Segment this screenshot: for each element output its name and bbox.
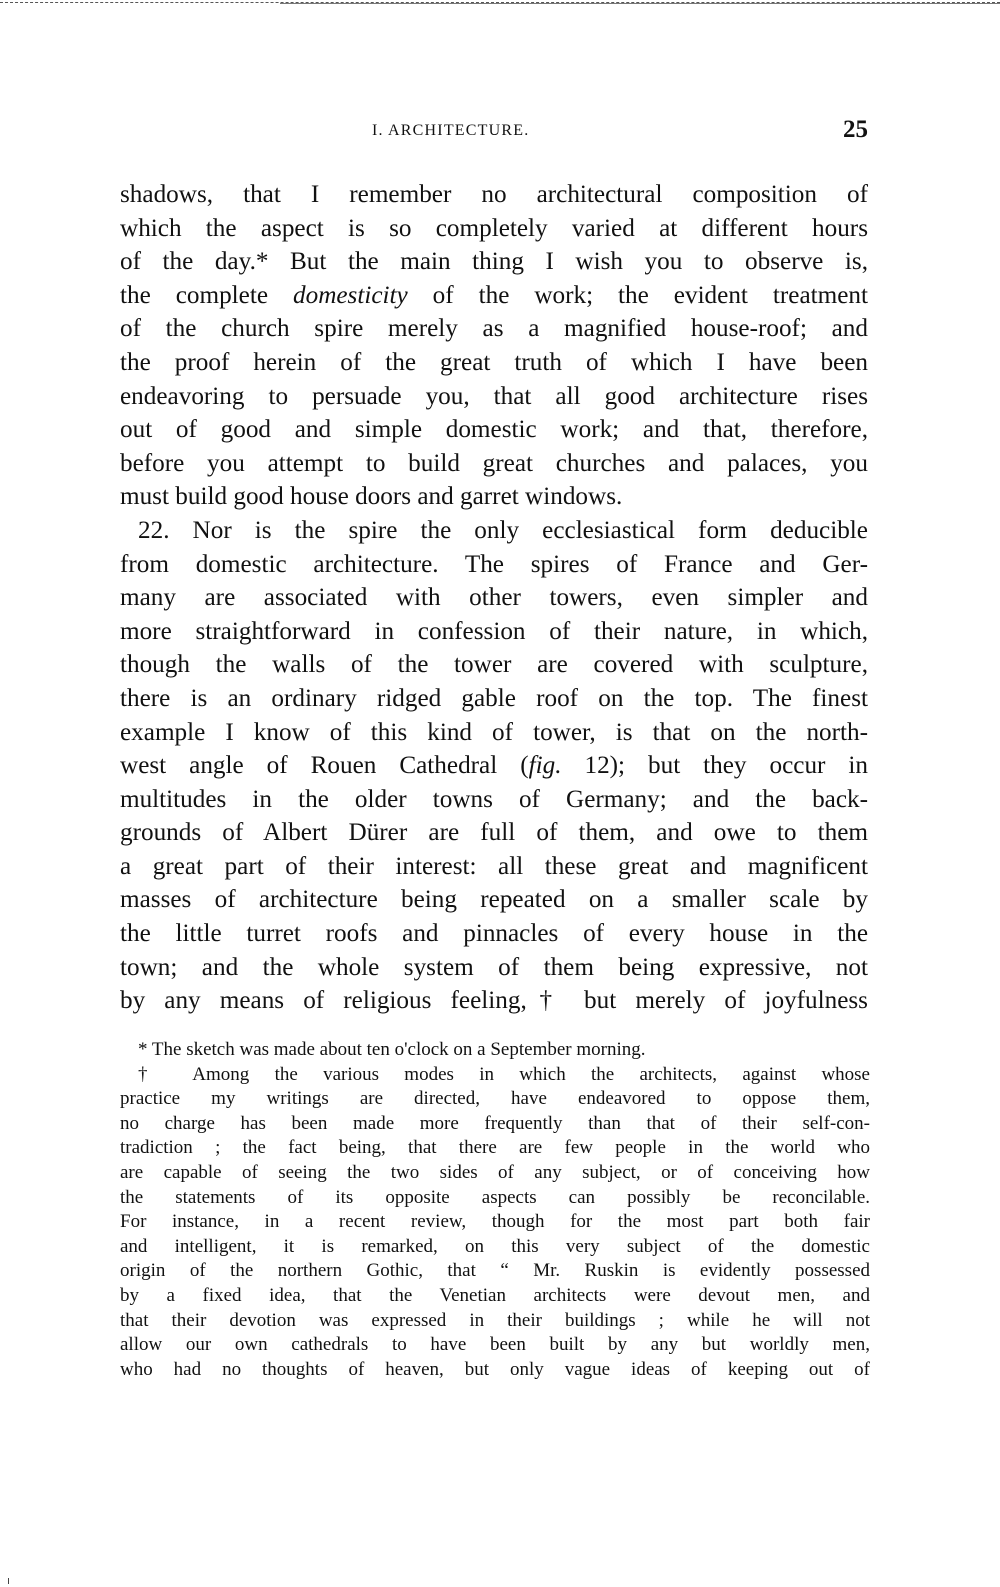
text-run: of the work; the evident treatment xyxy=(407,281,868,309)
footnote-dagger-line: allow our own cathedrals to have been built by any but worldly men, xyxy=(120,1334,870,1356)
body-line: grounds of Albert Dürer are full of them, and owe to them xyxy=(120,819,868,847)
footnote-dagger-line: who had no thoughts of heaven, but only vague ideas of keeping out of xyxy=(120,1358,870,1380)
footnote-dagger-line: † Among the various modes in which the architects, against whose xyxy=(138,1063,870,1085)
paragraph-22-start: 22. Nor is the spire the only ecclesiastical form deducible xyxy=(138,516,868,544)
body-line: of the church spire merely as a magnified house-roof; and xyxy=(120,315,868,343)
body-line: there is an ordinary ridged gable roof on the top. The finest xyxy=(120,684,868,712)
footnote-dagger-line: and intelligent, it is remarked, on this very subject of the domestic xyxy=(120,1235,870,1257)
running-head xyxy=(120,118,868,148)
footnote-dagger-line: that their devotion was expressed in their buildings ; while he will not xyxy=(120,1309,870,1331)
page-number: 25 xyxy=(843,116,868,143)
footnote-dagger-line: practice my writings are directed, have endeavored to oppose them, xyxy=(120,1088,870,1110)
body-line: the proof herein of the great truth of which I have been xyxy=(120,348,868,376)
body-line: which the aspect is so completely varied at different hours xyxy=(120,214,868,242)
body-line: example I know of this kind of tower, is that on the north- xyxy=(120,718,868,746)
footnote-dagger-line: origin of the northern Gothic, that “ Mr. Ruskin is evidently possessed xyxy=(120,1260,870,1282)
text-run: 12); but they occur in xyxy=(561,752,868,780)
footnotes xyxy=(120,1038,870,1382)
body-line: multitudes in the older towns of Germany; and the back- xyxy=(120,785,868,813)
body-line: endeavoring to persuade you, that all good architecture rises xyxy=(120,382,868,410)
footnote-dagger-line: are capable of seeing the two sides of any subject, or of conceiving how xyxy=(120,1161,870,1183)
body-text xyxy=(120,178,868,1018)
body-line: shadows, that I remember no architectural composition of xyxy=(120,181,868,208)
body-line: must build good house doors and garret windows. xyxy=(120,483,623,511)
body-line: many are associated with other towers, even simpler and xyxy=(120,584,868,612)
body-line: by any means of religious feeling,† but merely of joyfulness xyxy=(120,987,868,1015)
body-line xyxy=(120,749,868,783)
body-line: out of good and simple domestic work; and that, therefore, xyxy=(120,416,868,444)
footnote-dagger-line: by a fixed idea, that the Venetian architects were devout men, and xyxy=(120,1284,870,1306)
running-title: I. ARCHITECTURE. xyxy=(372,122,530,139)
footnote-dagger-line: tradiction ; the fact being, that there are few people in the world who xyxy=(120,1137,870,1159)
body-line: masses of architecture being repeated on a smaller scale by xyxy=(120,886,868,914)
body-line xyxy=(120,279,868,313)
body-line: town; and the whole system of them being expressive, not xyxy=(120,953,868,981)
emphasis-domesticity: domesticity xyxy=(293,281,408,309)
body-line: the little turret roofs and pinnacles of every house in the xyxy=(120,920,868,948)
footnote-dagger-line: no charge has been made more frequently than that of their self-con- xyxy=(120,1112,870,1134)
footnote-dagger-line: For instance, in a recent review, though for the most part both fair xyxy=(120,1211,870,1233)
footnote-asterisk: * The sketch was made about ten o'clock on a September morning. xyxy=(138,1039,646,1060)
figure-reference: fig. xyxy=(528,752,562,780)
body-line: of the day.* But the main thing I wish you to observe is, xyxy=(120,248,868,276)
footnote-dagger-line: the statements of its opposite aspects can possibly be reconcilable. xyxy=(120,1186,870,1208)
body-line: though the walls of the tower are covered with sculpture, xyxy=(120,651,868,679)
text-run: the complete xyxy=(120,281,293,309)
body-line: before you attempt to build great churches and palaces, you xyxy=(120,449,868,477)
body-line: more straightforward in confession of their nature, in which, xyxy=(120,617,868,645)
text-run: west angle of Rouen Cathedral ( xyxy=(120,752,529,780)
scan-artifact xyxy=(8,1578,9,1584)
scan-edge-line xyxy=(280,3,1000,4)
body-line: from domestic architecture. The spires of France and Ger- xyxy=(120,550,868,578)
body-line: a great part of their interest: all these great and magnificent xyxy=(120,852,868,880)
